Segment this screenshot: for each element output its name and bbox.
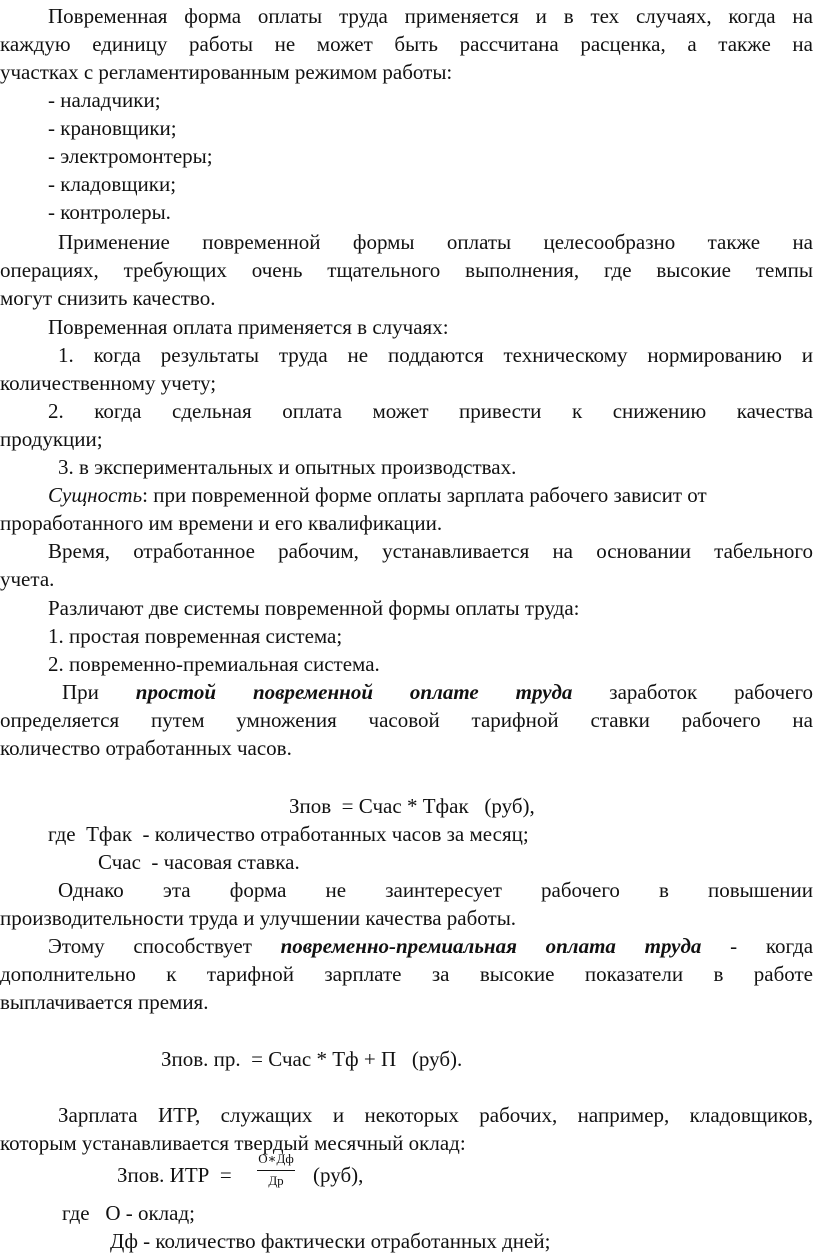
paragraph-5: Различают две системы повременной формы оплаты труда: — [48, 596, 580, 620]
paragraph-9-line-1: Зарплата ИТР, служащих и некоторых рабочих, например, кладовщиков, — [58, 1103, 813, 1127]
formula-time-bonus-wage: Зпов. пр. = Счас * Тф + П (руб). — [161, 1047, 463, 1071]
paragraph-8-line-2: дополнительно к тарифной зарплате за высокие показатели в работе — [0, 962, 813, 986]
word: При — [62, 680, 99, 704]
emphasis-word: повременной — [252, 680, 374, 704]
paragraph-8-line-1 — [48, 932, 813, 960]
essence-definition: : при повременной форме оплаты зарплата рабочего зависит от — [142, 483, 707, 507]
formula-salary-lhs: Зпов. ИТР = — [117, 1163, 232, 1187]
emphasis-word: оплате — [409, 680, 479, 704]
word: Этому способствует — [48, 934, 252, 958]
paragraph-2-line-1: Применение повременной формы оплаты целесообразно также на — [58, 230, 813, 254]
case-2-line-1: 2. когда сдельная оплата может привести к снижению качества — [48, 399, 813, 423]
paragraph-6-line-2: определяется путем умножения часовой тарифной ставки рабочего на — [0, 708, 813, 732]
fraction-bar — [257, 1170, 295, 1171]
emphasis-word: труда — [515, 680, 573, 704]
list-item-role: - электромонтеры; — [48, 144, 213, 168]
fraction-denominator: Др — [268, 1173, 284, 1188]
paragraph-8-line-3: выплачивается премия. — [0, 990, 209, 1014]
formula-legend-line-1: где Тфак - количество отработанных часов за месяц; — [48, 822, 529, 846]
paragraph-1-line-3: участках с регламентированным режимом работы: — [0, 60, 453, 84]
formula-salary-rhs: (руб), — [313, 1163, 364, 1187]
emphasis-word: простой — [135, 680, 217, 704]
formula-legend-line-2: Счас - часовая ставка. — [98, 850, 300, 874]
paragraph-2-line-3: могут снизить качество. — [0, 286, 216, 310]
case-2-line-2: продукции; — [0, 427, 103, 451]
paragraph-7-line-2: производительности труда и улучшении качества работы. — [0, 906, 517, 930]
paragraph-9-line-2: которым устанавливается твердый месячный оклад: — [0, 1131, 466, 1155]
word: заработок — [609, 680, 698, 704]
case-1-line-1: 1. когда результаты труда не поддаются техническому нормированию и — [58, 343, 813, 367]
paragraph-2-line-2: операциях, требующих очень тщательного выполнения, где высокие темпы — [0, 258, 813, 282]
emphasis-phrase: повременно-премиальная оплата труда — [280, 934, 702, 958]
essence-line-1 — [48, 481, 707, 509]
essence-line-2: проработанного им времени и его квалификации. — [0, 511, 443, 535]
formula-time-wage: Зпов = Счас * Тфак (руб), — [289, 794, 535, 818]
essence-term: Сущность — [48, 483, 143, 507]
system-item: 1. простая повременная система; — [48, 624, 343, 648]
case-3: 3. в экспериментальных и опытных производствах. — [58, 455, 517, 479]
paragraph-4-line-1: Время, отработанное рабочим, устанавливается на основании табельного — [48, 539, 813, 563]
formula-legend-line-3: где О - оклад; — [62, 1201, 196, 1225]
fraction-numerator: О∗Дф — [258, 1151, 294, 1166]
word: - когда — [730, 934, 814, 958]
paragraph-3: Повременная оплата применяется в случаях: — [48, 315, 449, 339]
system-item: 2. повременно-премиальная система. — [48, 652, 380, 676]
case-1-line-2: количественному учету; — [0, 371, 217, 395]
paragraph-4-line-2: учета. — [0, 567, 55, 591]
formula-legend-line-4: Дф - количество фактически отработанных дней; — [110, 1229, 551, 1253]
paragraph-7-line-1: Однако эта форма не заинтересует рабочего в повышении — [58, 878, 813, 902]
paragraph-6-line-3: количество отработанных часов. — [0, 736, 292, 760]
paragraph-1-line-1: Повременная форма оплаты труда применяется и в тех случаях, когда на — [48, 4, 813, 28]
list-item-role: - контролеры. — [48, 200, 171, 224]
list-item-role: - крановщики; — [48, 116, 177, 140]
paragraph-6-line-1 — [62, 678, 813, 706]
word: рабочего — [734, 680, 814, 704]
list-item-role: - наладчики; — [48, 88, 161, 112]
paragraph-1-line-2: каждую единицу работы не может быть рассчитана расценка, а также на — [0, 32, 813, 56]
list-item-role: - кладовщики; — [48, 172, 177, 196]
